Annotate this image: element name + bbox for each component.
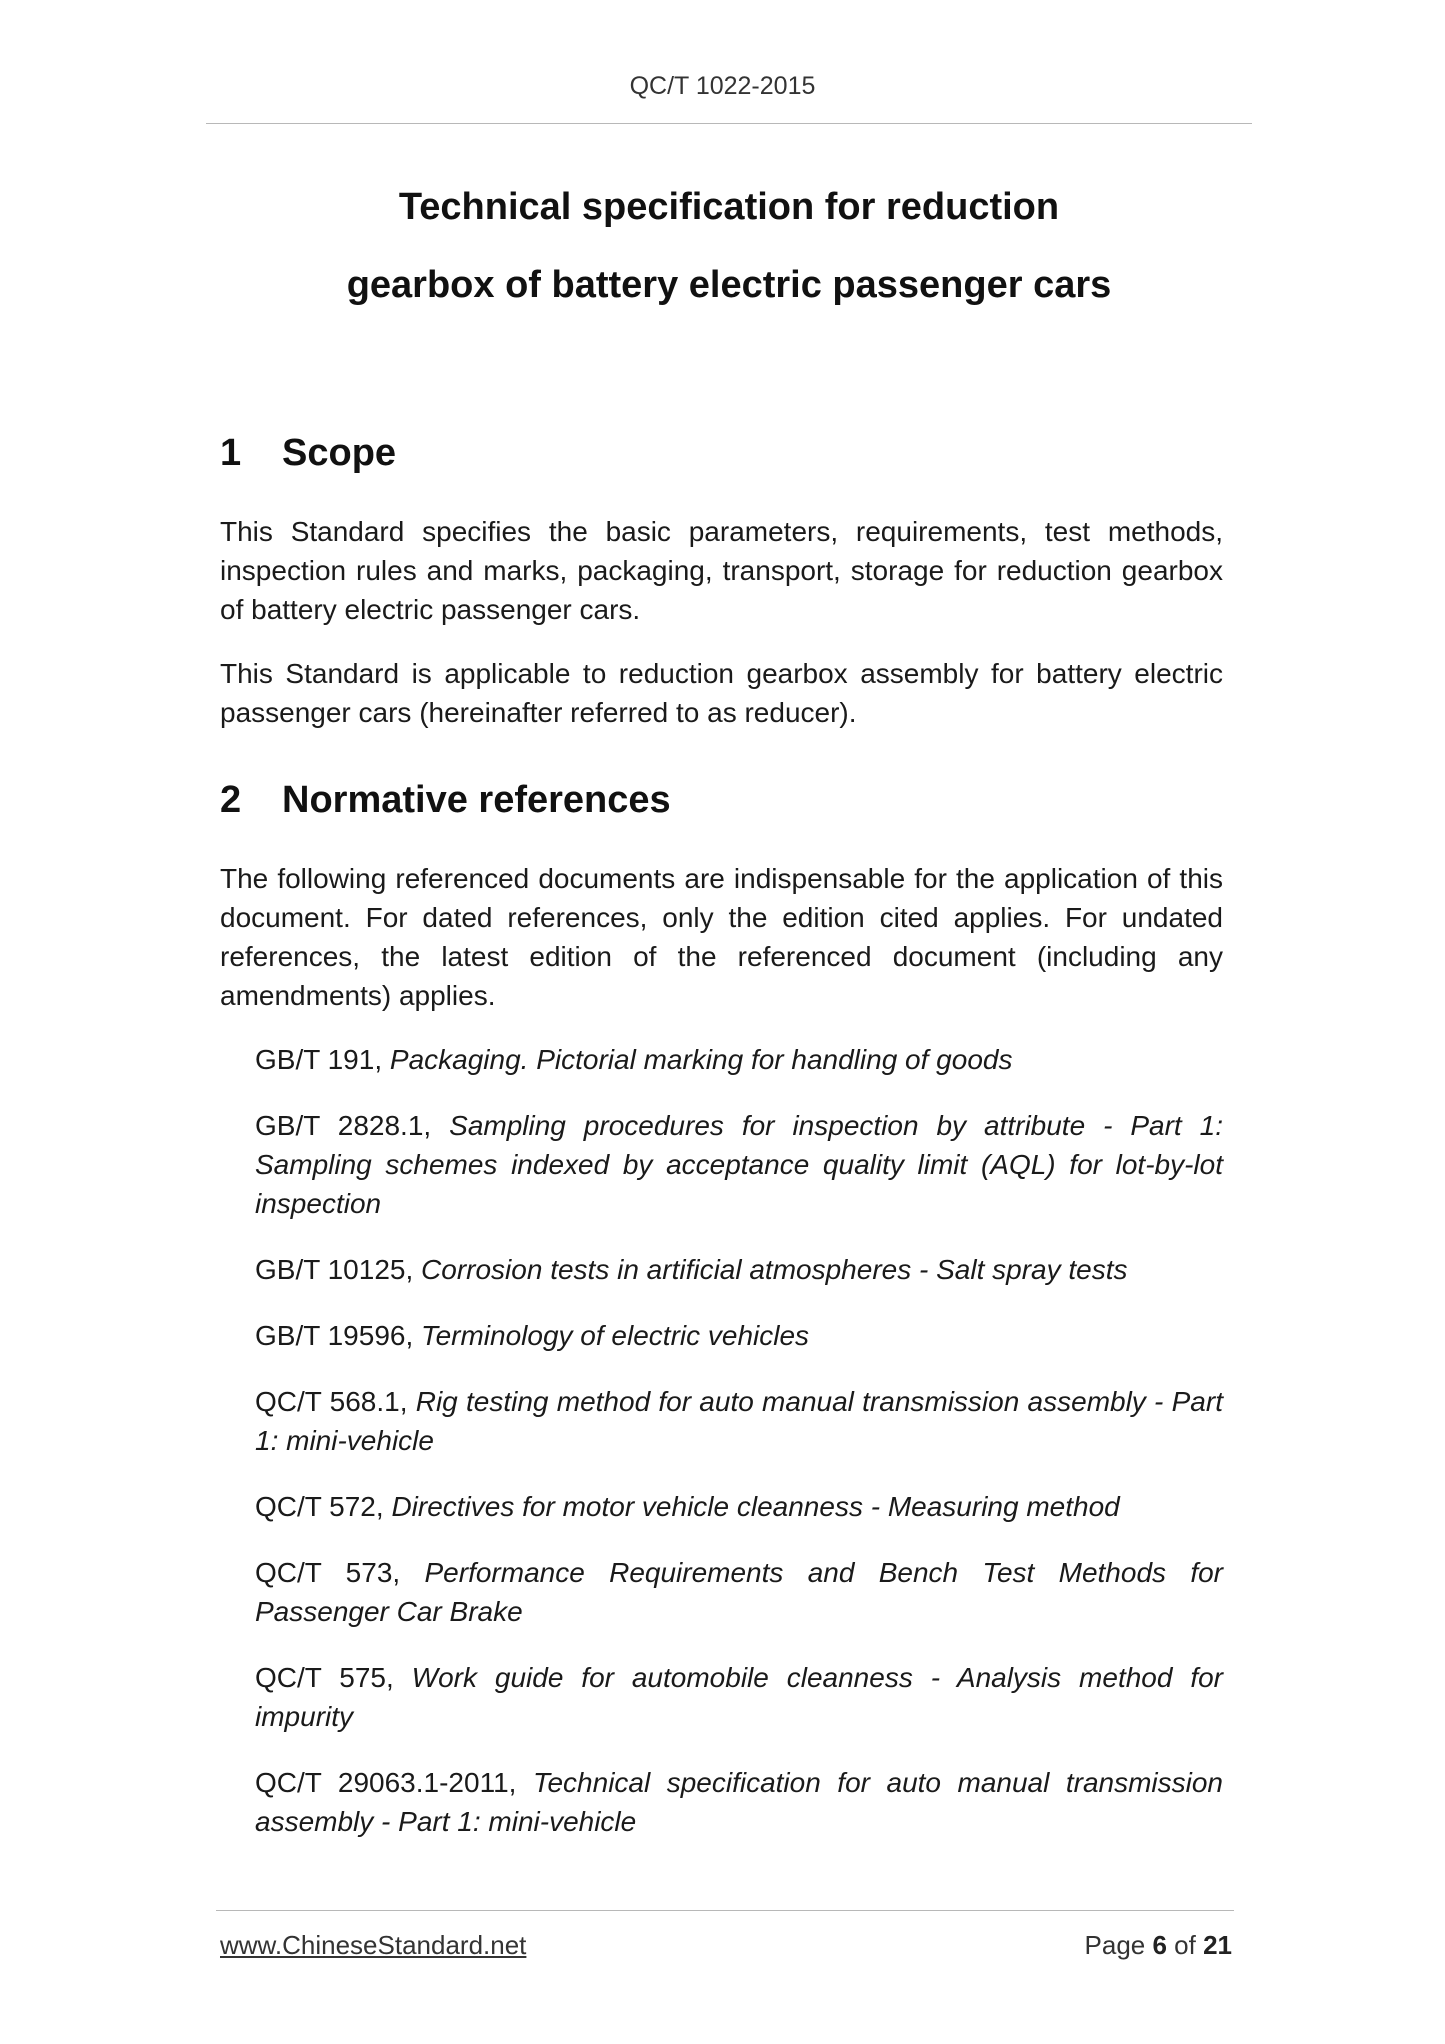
reference-title: Terminology of electric vehicles <box>421 1320 810 1351</box>
reference-code: QC/T 29063.1-2011, <box>255 1767 533 1798</box>
reference-code: GB/T 191, <box>255 1044 390 1075</box>
normative-intro-paragraph: The following referenced documents are indispensable for the application of this document. For dated references, only the edition cited applies. For undated references, the latest edition of the referenced document (including any amendments) applies. <box>220 863 1223 1011</box>
section-number: 2 <box>220 778 242 821</box>
title-line-1: Technical specification for reduction <box>398 186 1060 228</box>
scope-paragraph: This Standard specifies the basic parameters, requirements, test methods, inspection rules and marks, packaging, transport, storage for reduction gearbox of battery electric passenger cars. <box>220 516 1223 625</box>
current-page: 6 <box>1152 1930 1167 1960</box>
reference-item <box>255 1382 1223 1460</box>
reference-code: GB/T 19596, <box>255 1320 422 1351</box>
reference-item <box>255 1106 1223 1223</box>
standard-code-header: QC/T 1022-2015 <box>629 72 816 100</box>
reference-title: Corrosion tests in artificial atmospheres - Salt spray tests <box>421 1254 1128 1285</box>
footer-divider <box>216 1910 1234 1911</box>
section-heading-scope <box>220 425 1223 481</box>
reference-code: QC/T 573, <box>255 1557 425 1588</box>
reference-item <box>255 1658 1223 1736</box>
reference-item <box>255 1553 1223 1631</box>
reference-item <box>255 1487 1223 1526</box>
section-heading-normative-references <box>220 772 1223 828</box>
reference-title: Work guide for automobile cleanness - Analysis method for impurity <box>255 1662 1224 1732</box>
section-title: Normative references <box>282 778 671 821</box>
reference-title: Packaging. Pictorial marking for handling of goods <box>389 1044 1013 1075</box>
reference-code: GB/T 2828.1, <box>255 1110 450 1141</box>
reference-title: Sampling procedures for inspection by attribute - Part 1: Sampling schemes indexed by acceptance quality limit (AQL) for lot-by-lot inspection <box>255 1110 1224 1219</box>
page-footer <box>220 1930 1232 1961</box>
page-label: Page <box>1084 1930 1153 1960</box>
reference-title: Rig testing method for auto manual transmission assembly - Part 1: mini-vehicle <box>255 1386 1223 1456</box>
reference-item <box>255 1316 1223 1355</box>
page-of-label: of <box>1166 1930 1204 1960</box>
reference-title: Technical specification for auto manual transmission assembly - Part 1: mini-vehicle <box>255 1767 1224 1837</box>
section-number: 1 <box>220 431 242 474</box>
reference-item <box>255 1040 1223 1079</box>
reference-code: QC/T 568.1, <box>255 1386 416 1417</box>
website-link[interactable]: www.ChineseStandard.net <box>220 1930 527 1960</box>
reference-code: GB/T 10125, <box>255 1254 422 1285</box>
page-number <box>1085 1930 1232 1961</box>
reference-item <box>255 1763 1223 1841</box>
document-title <box>206 168 1252 324</box>
reference-title: Directives for motor vehicle cleanness - Measuring method <box>391 1491 1120 1522</box>
reference-code: QC/T 575, <box>255 1662 412 1693</box>
title-line-2: gearbox of battery electric passenger cars <box>346 264 1112 306</box>
reference-code: QC/T 572, <box>255 1491 392 1522</box>
section-title: Scope <box>282 431 397 474</box>
scope-paragraph: This Standard is applicable to reduction gearbox assembly for battery electric passenger cars (hereinafter referred to as reducer). <box>220 658 1223 728</box>
header-divider <box>206 123 1252 124</box>
reference-title: Performance Requirements and Bench Test Methods for Passenger Car Brake <box>255 1557 1223 1627</box>
total-pages: 21 <box>1203 1930 1232 1960</box>
reference-item <box>255 1250 1223 1289</box>
document-body <box>220 425 1223 1841</box>
